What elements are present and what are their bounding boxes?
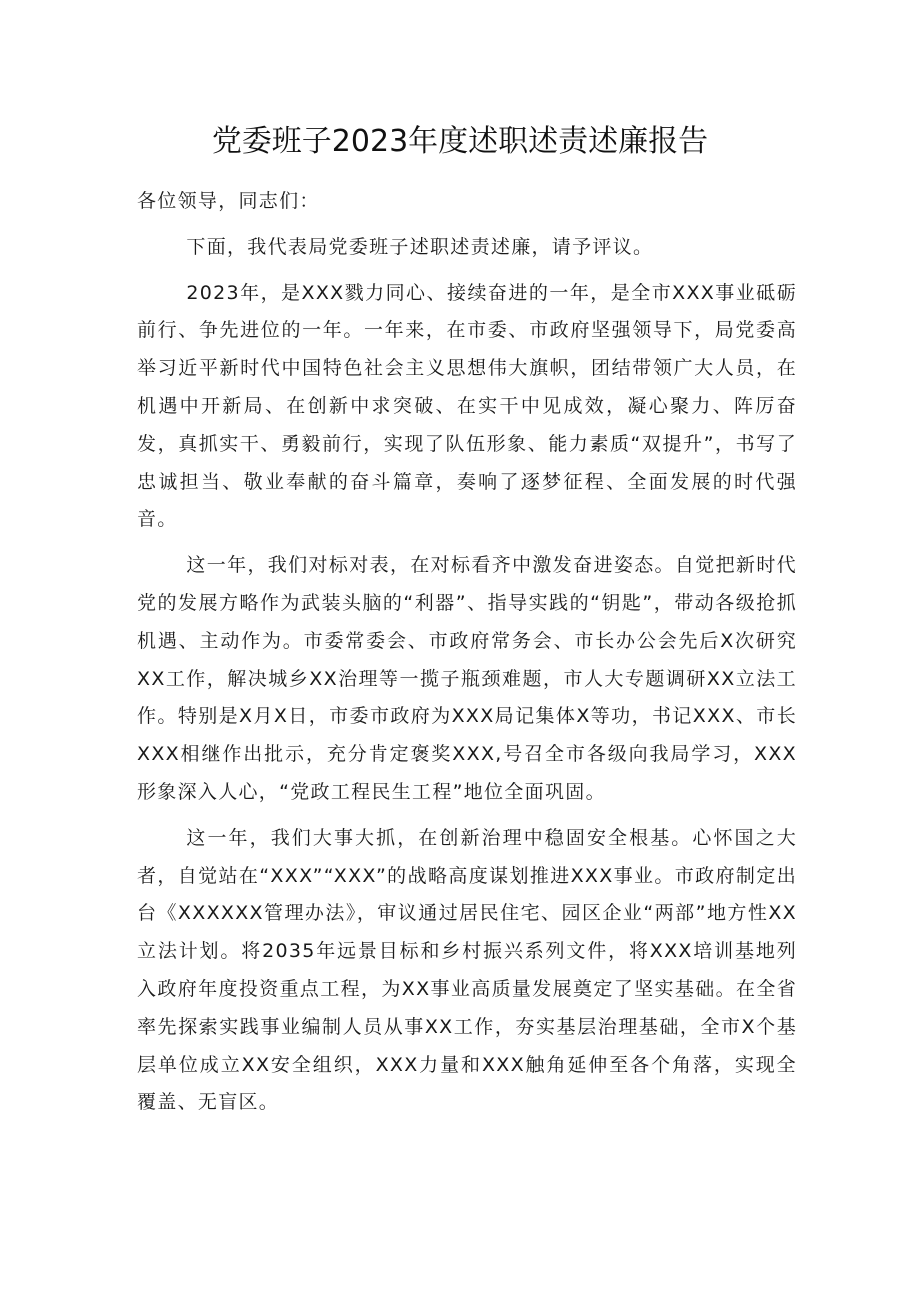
document-title: 党委班子2023年度述职述责述廉报告 — [211, 124, 709, 159]
document-body — [137, 183, 797, 1122]
salutation: 各位领导，同志们： — [137, 190, 320, 212]
paragraph-intro: 下面，我代表局党委班子述职述责述廉，请予评议。 — [186, 235, 654, 258]
paragraph-benchmark: 这一年，我们对标对表，在对标看齐中激发奋进姿态。自觉把新时代党的发展方略作为武装头脑的“利器”、指导实践的“钥匙”，带动各级抢抓机遇、主动作为。市委常委会、市政府常务会、市长办公会先后X次研究XX工作，解决城乡XX治理等一揽子瓶颈难题，市人大专题调研XX立法工作。特别是X月X日，市委市政府为XXX局记集体X等功，书记XXX、市长XXX相继作出批示，充分肯定褒奖XXX,号召全市各级向我局学习，XXX形象深入人心，“党政工程民生工程”地位全面巩固。 — [137, 554, 797, 803]
paragraph-overview: 2023年，是XXX戮力同心、接续奋进的一年，是全市XXX事业砥砺前行、争先进位的一年。一年来，在市委、市政府坚强领导下，局党委高举习近平新时代中国特色社会主义思想伟大旗帜，团结带领广大人员，在机遇中开新局、在创新中求突破、在实干中见成效，凝心聚力、阵厉奋发，真抓实干、勇毅前行，实现了队伍形象、能力素质“双提升”，书写了忠诚担当、敬业奉献的奋斗篇章，奏响了逐梦征程、全面发展的时代强音。 — [137, 281, 797, 531]
paragraph-governance: 这一年，我们大事大抓，在创新治理中稳固安全根基。心怀国之大者，自觉站在“XXX”“XXX”的战略高度谋划推进XXX事业。市政府制定出台《XXXXXX管理办法》，审议通过居民住宅、园区企业“两部”地方性XX立法计划。将2035年远景目标和乡村振兴系列文件，将XXX培训基地列入政府年度投资重点工程，为XX事业高质量发展奠定了坚实基础。在全省率先探索实践事业编制人员从事XX工作，夯实基层治理基础，全市X个基层单位成立XX安全组织，XXX力量和XXX触角延伸至各个角落，实现全覆盖、无盲区。 — [137, 826, 797, 1114]
